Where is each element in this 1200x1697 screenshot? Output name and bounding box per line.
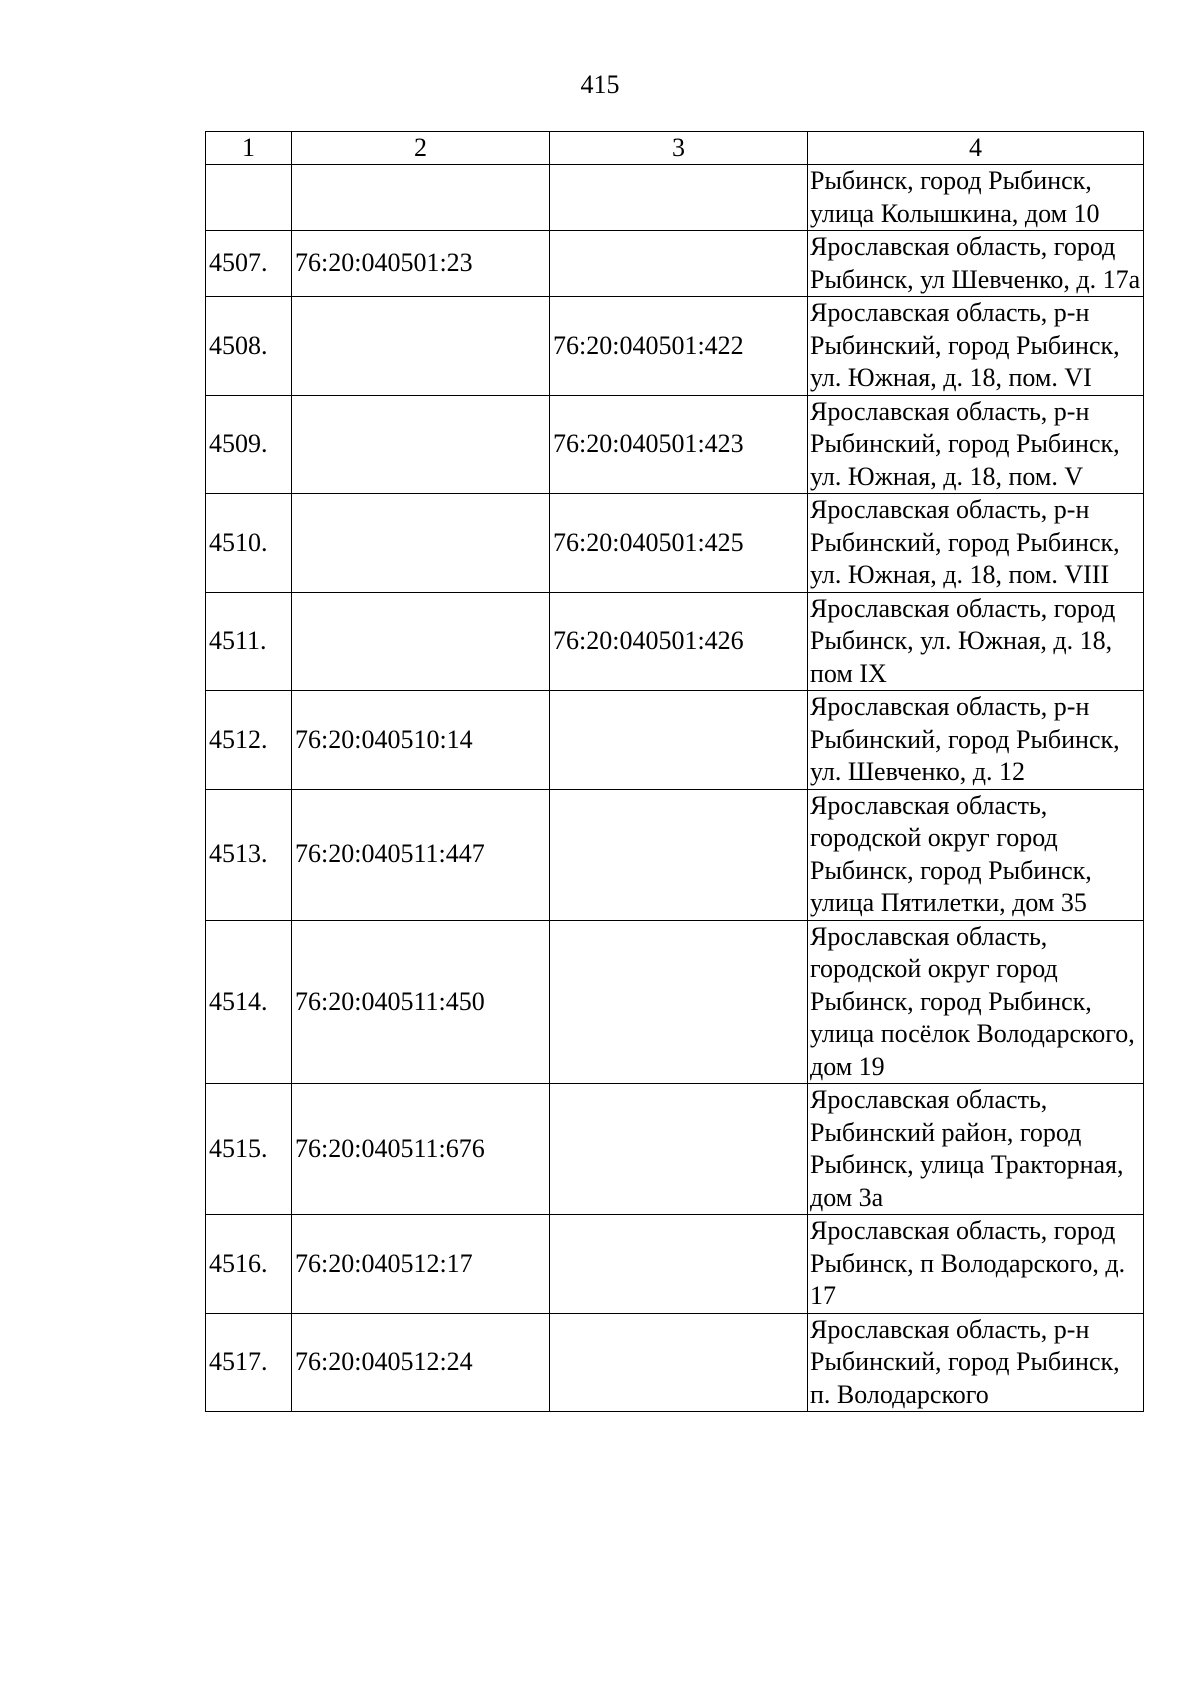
cadastral-number-col3 (550, 691, 808, 790)
address-cell: Ярославская область, Рыбинский район, город Рыбинск, улица Тракторная, дом 3а (808, 1084, 1144, 1215)
cadastral-number-col2 (292, 592, 550, 691)
row-number: 4508. (206, 297, 292, 396)
table-row (206, 1313, 1144, 1412)
address-cell: Ярославская область, р-н Рыбинский, город Рыбинск, п. Володарского (808, 1313, 1144, 1412)
cadastral-number-col3: 76:20:040501:423 (550, 395, 808, 494)
address-cell: Ярославская область, р-н Рыбинский, город Рыбинск, ул. Шевченко, д. 12 (808, 691, 1144, 790)
address-cell: Ярославская область, городской округ город Рыбинск, город Рыбинск, улица Пятилетки, дом 35 (808, 789, 1144, 920)
address-cell: Рыбинск, город Рыбинск, улица Колышкина, дом 10 (808, 165, 1144, 231)
table-row (206, 920, 1144, 1084)
address-cell: Ярославская область, город Рыбинск, п Володарского, д. 17 (808, 1215, 1144, 1314)
column-header-1: 1 (206, 132, 292, 165)
address-cell: Ярославская область, город Рыбинск, ул Шевченко, д. 17а (808, 231, 1144, 297)
row-number: 4509. (206, 395, 292, 494)
cadastral-number-col2: 76:20:040511:676 (292, 1084, 550, 1215)
table-row (206, 297, 1144, 396)
column-header-3: 3 (550, 132, 808, 165)
cadastral-number-col2 (292, 297, 550, 396)
address-cell: Ярославская область, городской округ город Рыбинск, город Рыбинск, улица посёлок Володарского, дом 19 (808, 920, 1144, 1084)
table-row (206, 494, 1144, 593)
cadastral-number-col3 (550, 231, 808, 297)
row-number (206, 165, 292, 231)
cadastral-number-col3: 76:20:040501:422 (550, 297, 808, 396)
row-number: 4510. (206, 494, 292, 593)
table-row (206, 395, 1144, 494)
registry-table (205, 131, 1144, 1412)
address-cell: Ярославская область, р-н Рыбинский, город Рыбинск, ул. Южная, д. 18, пом. V (808, 395, 1144, 494)
address-cell: Ярославская область, город Рыбинск, ул. Южная, д. 18, пом IX (808, 592, 1144, 691)
cadastral-number-col2: 76:20:040501:23 (292, 231, 550, 297)
address-cell: Ярославская область, р-н Рыбинский, город Рыбинск, ул. Южная, д. 18, пом. VIII (808, 494, 1144, 593)
row-number: 4516. (206, 1215, 292, 1314)
table-row (206, 1215, 1144, 1314)
cadastral-number-col3 (550, 920, 808, 1084)
cadastral-number-col3 (550, 1084, 808, 1215)
cadastral-number-col3 (550, 165, 808, 231)
table-row (206, 231, 1144, 297)
row-number: 4513. (206, 789, 292, 920)
cadastral-number-col3: 76:20:040501:425 (550, 494, 808, 593)
cadastral-number-col2: 76:20:040512:17 (292, 1215, 550, 1314)
cadastral-number-col3 (550, 1313, 808, 1412)
address-cell: Ярославская область, р-н Рыбинский, город Рыбинск, ул. Южная, д. 18, пом. VI (808, 297, 1144, 396)
table-header-row (206, 132, 1144, 165)
row-number: 4514. (206, 920, 292, 1084)
cadastral-number-col2 (292, 165, 550, 231)
column-header-4: 4 (808, 132, 1144, 165)
cadastral-number-col2: 76:20:040511:450 (292, 920, 550, 1084)
table-row (206, 165, 1144, 231)
row-number: 4511. (206, 592, 292, 691)
cadastral-number-col3: 76:20:040501:426 (550, 592, 808, 691)
row-number: 4507. (206, 231, 292, 297)
column-header-2: 2 (292, 132, 550, 165)
cadastral-number-col2 (292, 395, 550, 494)
table-row (206, 1084, 1144, 1215)
cadastral-number-col2 (292, 494, 550, 593)
table-row (206, 789, 1144, 920)
cadastral-number-col3 (550, 1215, 808, 1314)
page-number: 415 (580, 70, 620, 99)
row-number: 4517. (206, 1313, 292, 1412)
cadastral-number-col2: 76:20:040511:447 (292, 789, 550, 920)
row-number: 4515. (206, 1084, 292, 1215)
table-row (206, 592, 1144, 691)
table-row (206, 691, 1144, 790)
row-number: 4512. (206, 691, 292, 790)
cadastral-number-col3 (550, 789, 808, 920)
cadastral-number-col2: 76:20:040510:14 (292, 691, 550, 790)
cadastral-number-col2: 76:20:040512:24 (292, 1313, 550, 1412)
